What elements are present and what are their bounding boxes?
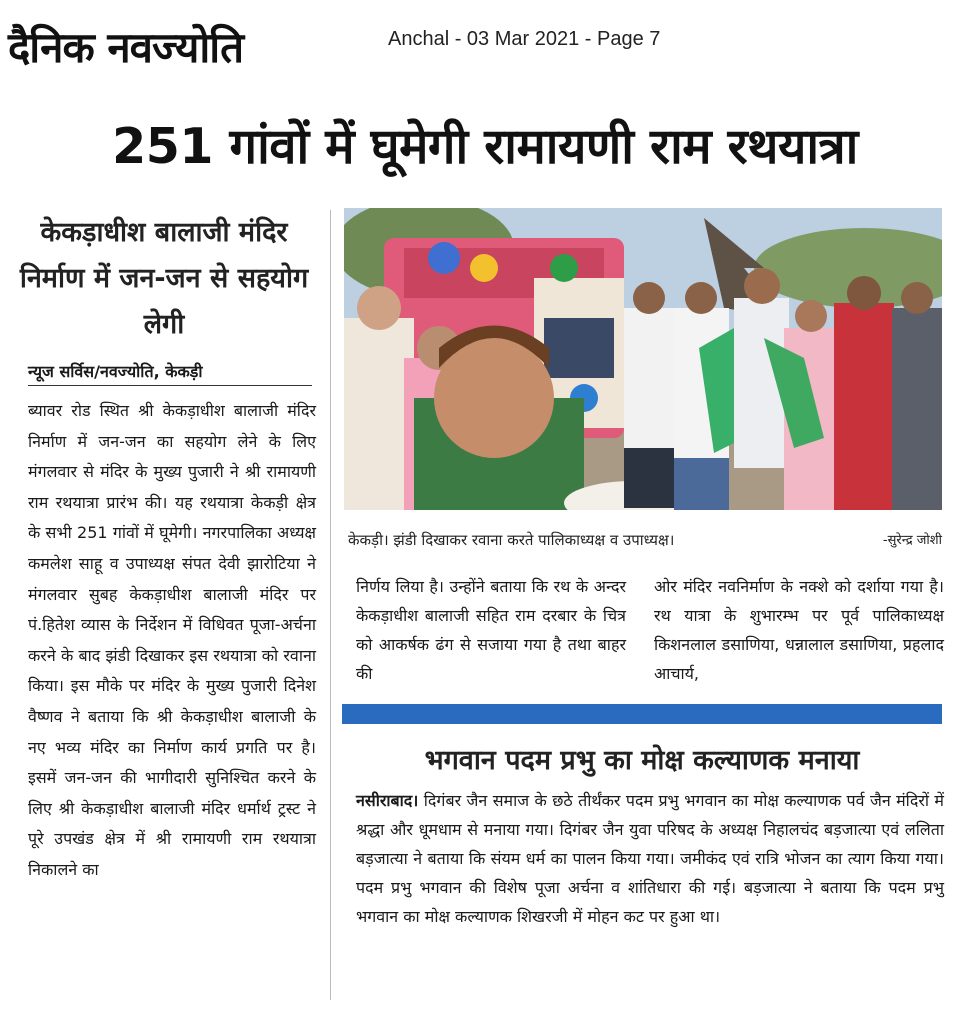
photo-caption — [348, 530, 942, 550]
story2-text: दिगंबर जैन समाज के छठे तीर्थंकर पदम प्रभु भगवान का मोक्ष कल्याणक पर्व जैन मंदिरों में श्रद्धा और धूमधाम से मनाया गया। दिगंबर जैन युवा परिषद के अध्यक्ष निहालचंद बड़जात्या एवं ललिता बड़जात्या ने बताया कि संयम धर्म का पालन किया गया। जमीकंद एवं रात्रि भोजन का त्याग किया गया। पदम प्रभु भगवान की विशेष पूजा अर्चना व शांतिधारा की गई। बड़जात्या ने बताया कि पदम प्रभु भगवान का मोक्ष कल्याणक शिखरजी में मोहन कट पर हुआ था। — [356, 791, 944, 926]
news-photo — [344, 208, 942, 510]
masthead: दैनिक नवज्योति — [8, 23, 244, 72]
section-divider-bar — [342, 704, 942, 724]
story1-left-text: ब्यावर रोड स्थित श्री केकड़ाधीश बालाजी मंदिर निर्माण में जन-जन का सहयोग लेने के लिए मंगलवार से मंदिर के मुख्य पुजारी ने श्री रामायणी राम रथयात्रा प्रारंभ की। यह रथयात्रा केकड़ी क्षेत्र के सभी 251 गांवों में घूमेगी। नगरपालिका अध्यक्ष कमलेश साहू व उपाध्यक्ष संपत देवी झारोटिया ने मंगलवार सुबह केकड़ाधीश बालाजी मंदिर पर पं.हितेश व्यास के निर्देशन में विधिवत पूजा-अर्चना करने के बाद झंडी दिखाकर इस रथयात्रा को रवाना किया। इस मौके पर मंदिर के मुख्य पुजारी दिनेश वैष्णव ने बताया कि श्री केकड़ाधीश बालाजी के नए भव्य मंदिर का निर्माण कार्य प्रगति पर है। इसमें जन-जन की भागीदारी सुनिश्चित करने के लिए श्री केकड़ाधीश बालाजी मंदिर धर्मार्थ ट्रस्ट ने पूरे उपखंड क्षेत्र में श्री रामायणी राम रथयात्रा निकालने का — [28, 401, 316, 879]
story1-column-2: निर्णय लिया है। उन्होंने बताया कि रथ के अन्दर केकड़ाधीश बालाजी सहित राम दरबार के चित्र को आकर्षक ढंग से सजाया गया है तथा बाहर की — [356, 577, 626, 683]
story1-column-3: ओर मंदिर नवनिर्माण के नक्शे को दर्शाया गया है। रथ यात्रा के शुभारम्भ पर पूर्व पालिकाध्यक्ष किशनलाल डसाणिया, धन्नालाल डसाणिया, प्रहलाद आचार्य, — [654, 577, 944, 683]
rath-yatra-photo-illustration — [344, 208, 942, 510]
story2-body — [356, 786, 944, 931]
story2-headline: भगवान पदम प्रभु का मोक्ष कल्याणक मनाया — [424, 745, 860, 776]
column-divider — [330, 210, 331, 1000]
caption-text: केकड़ी। झंडी दिखाकर रवाना करते पालिकाध्यक्ष व उपाध्यक्ष। — [348, 531, 675, 549]
edition-info: Anchal - 03 Mar 2021 - Page 7 — [388, 28, 661, 50]
story1-subhead: केकड़ाधीश बालाजी मंदिर निर्माण में जन-जन से सहयोग लेगी — [19, 217, 309, 340]
story2-dateline: नसीराबाद। — [356, 791, 419, 810]
story1-left-column — [28, 396, 316, 886]
main-headline: 251 गांवों में घूमेगी रामायणी राम रथयात्रा — [112, 118, 858, 175]
photo-credit: -सुरेन्द्र जोशी — [882, 533, 942, 548]
story1-byline: न्यूज सर्विस/नवज्योति, केकड़ी — [28, 360, 312, 386]
